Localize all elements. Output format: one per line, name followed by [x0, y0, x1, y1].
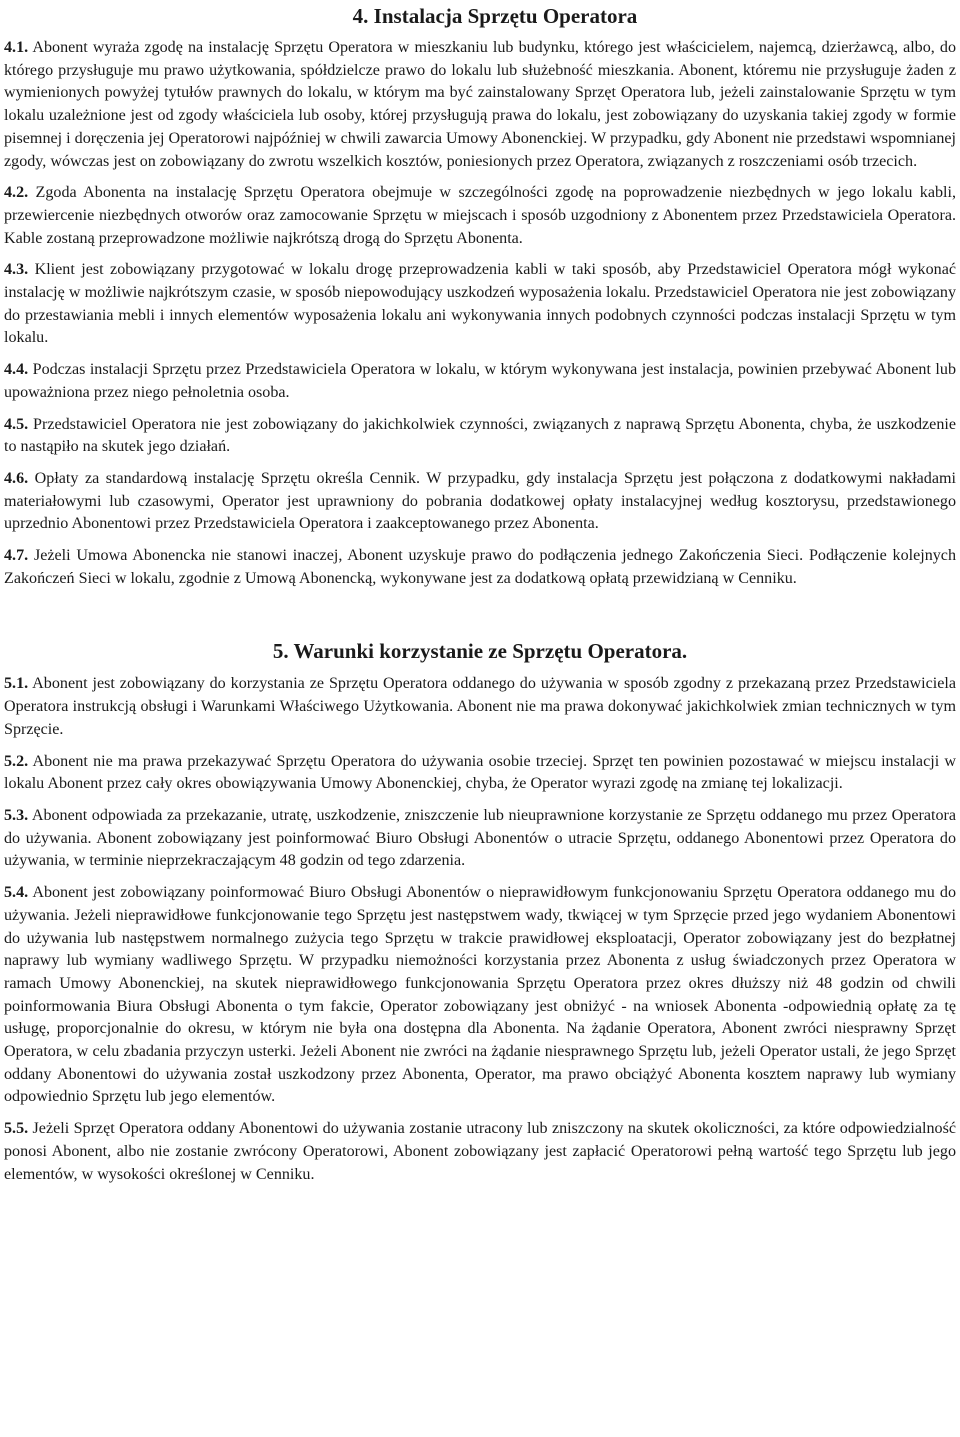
paragraph-text: Klient jest zobowiązany przygotować w lokalu drogę przeprowadzenia kabli w taki sposób, aby Przedstawiciel Operatora mógł wykonać instalację w możliwie najkrótszym czasie, w sposób niepowodujący uszkodzeń wyposażenia lokalu. Przedstawiciel Operatora nie jest zobowiązany do przestawiania mebli i innych elementów wyposażenia lokalu ani wykonywania innych podobnych czynności podczas instalacji Sprzętu w tym lokalu.: [4, 261, 956, 347]
paragraph-text: Jeżeli Umowa Abonencka nie stanowi inaczej, Abonent uzyskuje prawo do podłączenia jednego Zakończenia Sieci. Podłączenie kolejnych Zakończeń Sieci w lokalu, zgodnie z Umową Abonencką, wykonywane jest za dodatkową opłatą przewidzianą w Cenniku.: [4, 547, 956, 587]
paragraph-text: Abonent jest zobowiązany poinformować Biuro Obsługi Abonentów o nieprawidłowym funkcjonowaniu Sprzętu Operatora oddanego mu do używania. Jeżeli nieprawidłowe funkcjonowanie tego Sprzętu jest następstwem wady, tkwiącej w tym Sprzęcie przed jego wydaniem Abonentowi do używania lub następstwem normalnego zużycia tego Sprzętu w trakcie prawidłowej eksploatacji, Operator zobowiązany jest do bezpłatnej naprawy lub wymiany wadliwego Sprzętu. W przypadku niemożności korzystania przez Abonenta z usług świadczonych przez Operatora w ramach Umowy Abonenckiej, na skutek nieprawidłowego funkcjonowania Sprzętu Operatora przez okres dłuższy niż 48 godzin od chwili poinformowania Biura Obsługi Abonenta o tym fakcie, Operator zobowiązany jest obniżyć - na wniosek Abonenta -odpowiednią opłatę za tę usługę, proporcjonalnie do okresu, w którym nie była ona dostępna dla Abonenta. Na żądanie Operatora, Abonent zwróci niesprawny Sprzęt Operatora, w celu zbadania przyczyn usterki. Jeżeli Abonent nie zwróci na żądanie niesprawnego Sprzętu lub, jeżeli Operator ustali, że jego Sprzęt oddany Abonentowi do używania został uszkodzony przez Abonenta, Operator, ma prawo obciążyć Abonenta kosztem naprawy lub wymiany odpowiednio Sprzętu lub jego elementów.: [4, 884, 956, 1106]
paragraph-number: 5.5.: [4, 1120, 29, 1138]
paragraph-text: Przedstawiciel Operatora nie jest zobowiązany do jakichkolwiek czynności, związanych z naprawą Sprzętu Abonenta, chyba, że uszkodzenie to nastąpiło na skutek jego działań.: [4, 415, 956, 456]
paragraph-text: Abonent wyraża zgodę na instalację Sprzętu Operatora w mieszkaniu lub budynku, którego jest właścicielem, najemcą, dzierżawcą, albo, do którego przysługuje mu prawo użytkowania, spółdzielcze prawo do lokalu lub służebność mieszkania. Abonent, któremu nie przysługuje żaden z wymienionych powyżej tytułów prawnych do lokalu, w którym ma być zainstalowany Sprzęt Operatora lub, jeżeli zainstalowanie Sprzętu w tym lokalu uzależnione jest od zgody właściciela lub osoby, której przysługują prawa do lokalu, jest zobowiązany do uzyskania takiej zgody w formie pisemnej i doręczenia jej Operatorowi najpóźniej w chwili zawarcia Umowy Abonenckiej. W przypadku, gdy Abonent nie przedstawi wspomnianej zgody, wówczas jest on zobowiązany do zwrotu wszelkich kosztów, poniesionych przez Operatora, związanych z roszczeniami osób trzecich.: [4, 39, 956, 170]
paragraph-text: Podczas instalacji Sprzętu przez Przedstawiciela Operatora w lokalu, w którym wykonywana jest instalacja, powinien przebywać Abonent lub upoważniona przez niego pełnoletnia osoba.: [4, 361, 956, 401]
paragraph-number: 5.1.: [4, 675, 29, 693]
paragraph-4-4: [4, 359, 956, 404]
paragraph-text: Abonent odpowiada za przekazanie, utratę, uszkodzenie, zniszczenie lub nieuprawnione korzystanie ze Sprzętu oddanego mu przez Operatora do używania. Abonent zobowiązany jest poinformować Biuro Obsługi Abonentów o utracie Sprzętu, oddanego Abonentowi przez Operatora do używania, w terminie nieprzekraczającym 48 godzin od tego zdarzenia.: [4, 806, 956, 870]
paragraph-text: Opłaty za standardową instalację Sprzętu określa Cennik. W przypadku, gdy instalacja Sprzętu jest połączona z dodatkowymi nakładami materiałowymi lub czasowymi, Operator jest uprawniony do pobrania dodatkowej opłaty instalacyjnej według kosztorysu, przedstawionego uprzednio Abonentowi przez Przedstawiciela Operatora i zaakceptowanego przez Abonenta.: [4, 469, 956, 533]
paragraph-4-7: [4, 545, 956, 590]
paragraph-4-3: [4, 259, 956, 350]
paragraph-number: 4.2.: [4, 184, 29, 202]
paragraph-5-3: [4, 805, 956, 873]
paragraph-number: 4.5.: [4, 415, 29, 433]
paragraph-5-4: [4, 882, 956, 1109]
paragraph-text: Abonent jest zobowiązany do korzystania ze Sprzętu Operatora oddanego do używania w sposób zgodny z przekazaną przez Przedstawiciela Operatora instrukcją obsługi i Warunkami Właściwego Użytkowania. Abonent nie ma prawa dokonywać jakichkolwiek zmian technicznych w tym Sprzęcie.: [4, 675, 956, 738]
paragraph-5-2: [4, 751, 956, 796]
paragraph-text: Jeżeli Sprzęt Operatora oddany Abonentowi do używania zostanie utracony lub zniszczony na skutek okoliczności, za które odpowiedzialność ponosi Abonent, albo nie zostanie zwrócony Operatorowi, Abonent zobowiązany jest zapłacić Operatorowi pełną wartość tego Sprzętu lub jego elementów, w wysokości określonej w Cenniku.: [4, 1120, 956, 1183]
paragraph-text: Zgoda Abonenta na instalację Sprzętu Operatora obejmuje w szczególności zgodę na poprowadzenie niezbędnych w jego lokalu kabli, przewiercenie niezbędnych otworów oraz zamocowanie Sprzętu w miejscach i sposób uzgodniony z Abonentem przez Przedstawiciela Operatora. Kable zostaną przeprowadzone możliwie najkrótszą drogą do Sprzętu Abonenta.: [4, 184, 956, 247]
section-spacer: [4, 599, 956, 637]
paragraph-4-5: [4, 414, 956, 459]
paragraph-number: 4.1.: [4, 39, 29, 56]
paragraph-4-6: [4, 468, 956, 536]
paragraph-5-1: [4, 673, 956, 741]
paragraph-4-2: [4, 182, 956, 250]
paragraph-5-5: [4, 1118, 956, 1186]
paragraph-number: 4.6.: [4, 469, 29, 487]
paragraph-number: 5.2.: [4, 752, 29, 770]
paragraph-number: 4.7.: [4, 547, 29, 565]
paragraph-number: 4.3.: [4, 261, 29, 279]
section-5-body: [4, 673, 956, 1186]
paragraph-4-1: [4, 37, 956, 173]
paragraph-number: 5.3.: [4, 806, 29, 824]
section-5-title: 5. Warunki korzystanie ze Sprzętu Operatora.: [272, 639, 688, 664]
paragraph-number: 5.4.: [4, 884, 29, 902]
paragraph-number: 4.4.: [4, 361, 29, 379]
section-4-body: [4, 37, 956, 590]
section-4-title: 4. Instalacja Sprzętu Operatora: [352, 4, 638, 28]
paragraph-text: Abonent nie ma prawa przekazywać Sprzętu Operatora do używania osobie trzeciej. Sprzęt ten powinien pozostawać w miejscu instalacji w lokalu Abonent przez cały okres obowiązywania Umowy Abonenckiej, chyba, że Operator wyrazi zgodę na zmianę tej lokalizacji.: [4, 752, 956, 793]
